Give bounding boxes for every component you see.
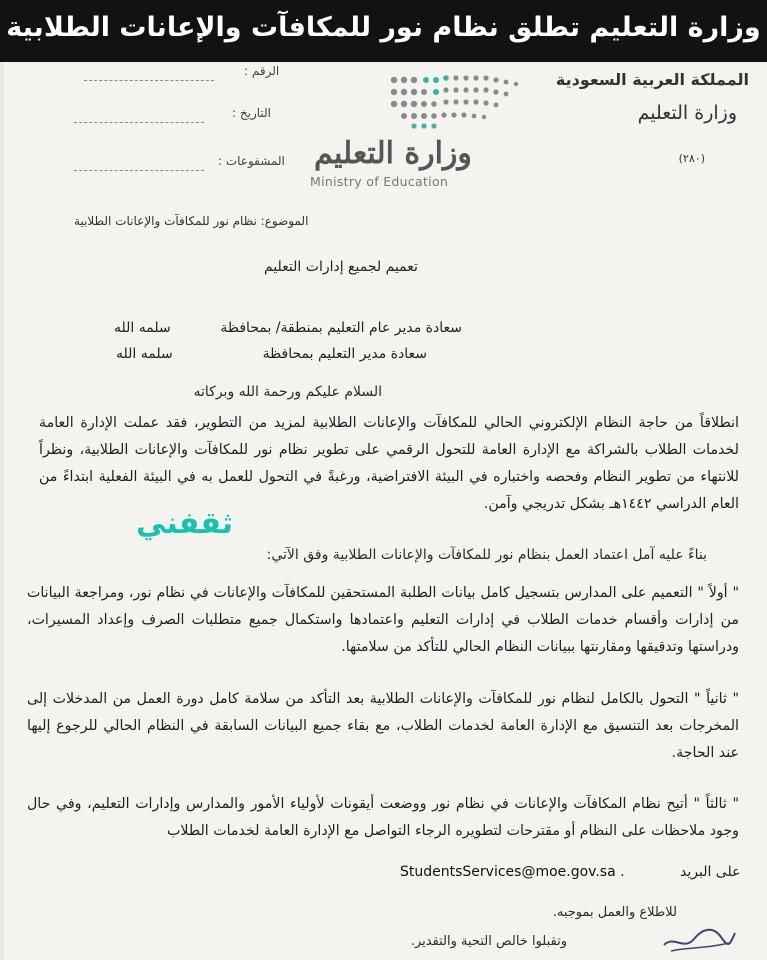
letter-sheet [4,62,767,960]
greeting: السلام عليكم ورحمة الله وبركاته [193,384,382,400]
addressee-2: سعادة مدير التعليم بمحافظة [262,346,427,362]
date-label: التاريخ : [232,106,272,120]
first-item-paragraph: " أولاً " التعميم على المدارس بتسجيل كامل بيانات الطلبة المستحقين للمكافآت والإعانات في نظام نور، ومراجعة البيانات من إدارات وأقسام خدمات الطلاب في إدارات التعليم واعتمادها واستكمال جميع متطلبات الصرف وإعداد المسيرات، ودراستها وتدقيقها ومقارنتها ببيانات النظام الحالي للتأكد من سلامتها. [27,585,739,655]
subject-line: الموضوع: نظام نور للمكافآت والإعانات الطلابية [74,214,309,228]
logo-wordmark-arabic: وزارة التعليم [314,136,472,171]
contact-email: StudentsServices@moe.gov.sa . [400,864,625,880]
third-item-paragraph: " ثالثاً " أتيح نظام المكافآت والإعانات في نظام نور ووضعت أيقونات لأولياء الأمور والمدارس وإدارات التعليم، وفي حال وجود ملاحظات على النظام أو مقترحات لتطويره الرجاء التواصل مع الإدارة العامة لخدمات الطلاب [27,796,739,839]
org-line-1: المملكة العربية السعودية [555,70,749,89]
logo-wordmark-english: Ministry of Education [310,174,449,189]
ministry-logo-icon [384,72,524,132]
circular-heading: تعميم لجميع إدارات التعليم [264,259,418,275]
attachments-line [74,170,204,171]
signature-icon [659,917,739,957]
document-number: (٢٨٠) [678,152,705,165]
basis-paragraph: بناءً عليه آمل اعتماد العمل بنظام نور للمكافآت والإعانات الطلابية وفق الآتي: [266,547,707,563]
closing-line-1: للاطلاع والعمل بموجبه. [552,905,677,920]
banner-title: وزارة التعليم تطلق نظام نور للمكافآت والإعانات الطلابية [6,12,761,43]
ref-label: الرقم : [244,64,280,78]
ref-line [84,80,214,81]
addressee-1: سعادة مدير عام التعليم بمنطقة/ بمحافظة [220,320,462,336]
date-line [74,122,204,123]
email-prefix: على البريد [680,864,741,880]
salutation-2: سلمه الله [116,346,173,362]
salutation-1: سلمه الله [114,320,171,336]
attachments-label: المشفوعات : [218,154,285,168]
closing-line-2: وتقبلوا خالص التحية والتقدير. [410,934,567,949]
org-line-2: وزارة التعليم [637,102,737,124]
watermark-logo: ثقفني [136,506,234,541]
intro-paragraph: انطلاقاً من حاجة النظام الإلكتروني الحالي للمكافآت والإعانات الطلابية لمزيد من التطوير، فقد عملت الإدارة العامة لخدمات الطلاب بالشراكة مع الإدارة العامة للتحول الرقمي على تطوير نظام نور للمكافآت والإعانات الطلابية، ونظراً للانتهاء من تطوير النظام وفحصه واختباره في البيئة الافتراضية، ورغبةً في التحول للعمل به في البيئة الفعلية ابتداءً من العام الدراسي ١٤٤٢هـ بشكل تدريجي وآمن. [39,415,739,512]
title-banner [0,0,767,62]
second-item-paragraph: " ثانياً " التحول بالكامل لنظام نور للمكافآت والإعانات الطلابية بعد التأكد من سلامة كامل دورة العمل من المدخلات إلى المخرجات بعد التنسيق مع الإدارة العامة لخدمات الطلاب، مع بقاء جميع البيانات السابقة في النظام الحالي للرجوع إليها عند الحاجة. [27,691,739,761]
